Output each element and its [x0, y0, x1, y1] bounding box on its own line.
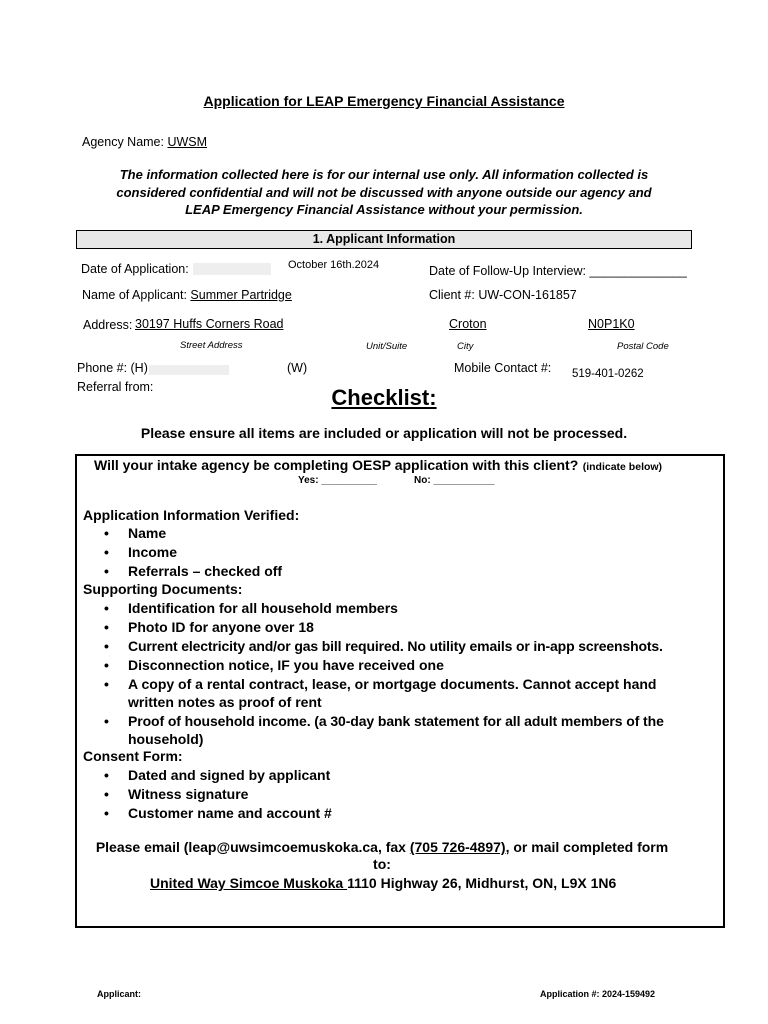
name-of-applicant-row: [82, 288, 292, 302]
notice-line-2: considered confidential and will not be discussed with anyone outside our agency and: [116, 184, 652, 200]
street-address-value: 30197 Huffs Corners Road: [135, 317, 284, 331]
checklist-item: Proof of household income. (a 30-day bank statement for all adult members of the: [128, 713, 664, 729]
email-suffix: , or mail completed form: [505, 839, 669, 855]
fax-number: (705 726-4897): [409, 839, 506, 855]
checklist-item-continued: written notes as proof of rent: [128, 694, 322, 710]
organization-name: United Way Simcoe Muskoka: [150, 875, 348, 891]
email-prefix: Please email (leap@uwsimcoemuskoka.ca, fax: [95, 839, 410, 855]
mailing-address: [150, 875, 616, 891]
phone-work-label: (W): [287, 361, 308, 375]
bullet-icon: •: [104, 805, 109, 821]
submission-to: to:: [373, 856, 391, 872]
oesp-hint: (indicate below): [582, 461, 663, 473]
footer-applicant-label: Applicant:: [97, 989, 141, 999]
checklist-item: Photo ID for anyone over 18: [128, 619, 314, 635]
checklist-item: Referrals – checked off: [128, 563, 283, 579]
checklist-item: Disconnection notice, IF you have received one: [128, 657, 444, 673]
checklist-item: Name: [128, 525, 167, 541]
mobile-contact-label: Mobile Contact #:: [454, 361, 552, 375]
notice-line-3: LEAP Emergency Financial Assistance without your permission.: [185, 202, 583, 217]
bullet-icon: •: [104, 713, 109, 729]
date-of-application-label: Date of Application:: [81, 262, 189, 276]
oesp-yes-field: Yes: __________: [298, 475, 377, 486]
bullet-icon: •: [104, 525, 109, 541]
unit-suite-caption: Unit/Suite: [366, 341, 408, 352]
supporting-documents-heading: Supporting Documents:: [83, 581, 243, 597]
client-number-row: [429, 288, 577, 302]
page-title: Application for LEAP Emergency Financial Assistance: [203, 93, 565, 109]
checklist-item: A copy of a rental contract, lease, or mortgage documents. Cannot accept hand: [128, 676, 657, 692]
redacted-area: [149, 365, 229, 375]
follow-up-interview-row: [429, 264, 687, 278]
checklist-item: Identification for all household members: [128, 600, 398, 616]
oesp-no-field: No: ___________: [414, 475, 495, 486]
bullet-icon: •: [104, 619, 109, 635]
agency-name-row: [82, 135, 207, 149]
oesp-question: Will your intake agency be completing OESP application with this client?: [94, 457, 579, 473]
checklist-item: Income: [128, 544, 178, 560]
bullet-icon: •: [104, 676, 109, 692]
section-applicant-information-header: 1. Applicant Information: [76, 230, 692, 249]
street-address-caption: Street Address: [180, 340, 243, 351]
postal-code-value: N0P1K0: [588, 317, 635, 331]
checklist-item: Customer name and account #: [128, 805, 332, 821]
bullet-icon: •: [104, 544, 109, 560]
bullet-icon: •: [104, 563, 109, 579]
confidentiality-notice: [0, 166, 768, 219]
checklist-item: Witness signature: [128, 786, 249, 802]
bullet-icon: •: [104, 657, 109, 673]
notice-line-1: The information collected here is for our internal use only. All information collected is: [119, 167, 649, 182]
address-label: Address:: [83, 318, 133, 332]
submission-instructions: [0, 839, 768, 855]
agency-name-value: UWSM: [167, 135, 208, 149]
checklist-item-continued: household): [128, 731, 204, 747]
city-caption: City: [457, 341, 474, 352]
bullet-icon: •: [104, 600, 109, 616]
follow-up-interview-label: Date of Follow-Up Interview:: [429, 264, 587, 278]
agency-name-label: Agency Name:: [82, 135, 164, 149]
checklist-item: Current electricity and/or gas bill required. No utility emails or in-app screenshots.: [128, 638, 663, 654]
name-of-applicant-label: Name of Applicant:: [82, 288, 187, 302]
checklist-warning: Please ensure all items are included or application will not be processed.: [140, 425, 628, 441]
client-number-value: UW-CON-161857: [478, 288, 577, 302]
oesp-question-row: [94, 457, 662, 475]
date-of-application-value: October 16th.2024: [288, 259, 380, 271]
bullet-icon: •: [104, 786, 109, 802]
referral-from-label: Referral from:: [77, 380, 154, 394]
organization-address: 1110 Highway 26, Midhurst, ON, L9X 1N6: [347, 875, 617, 891]
redacted-area: [193, 263, 271, 275]
application-info-heading: Application Information Verified:: [83, 507, 300, 523]
follow-up-interview-blank: ______________: [589, 264, 687, 278]
city-value: Croton: [449, 317, 487, 331]
consent-form-heading: Consent Form:: [83, 748, 183, 764]
phone-home-label: Phone #: (H): [77, 361, 148, 375]
client-number-label: Client #:: [429, 288, 475, 302]
checklist-title: Checklist:: [331, 385, 437, 410]
footer-application-number: Application #: 2024-159492: [540, 989, 656, 999]
name-of-applicant-value: Summer Partridge: [190, 288, 292, 302]
mobile-contact-value: 519-401-0262: [572, 368, 644, 380]
checklist-item: Dated and signed by applicant: [128, 767, 331, 783]
bullet-icon: •: [104, 767, 109, 783]
bullet-icon: •: [104, 638, 109, 654]
postal-code-caption: Postal Code: [617, 341, 669, 352]
